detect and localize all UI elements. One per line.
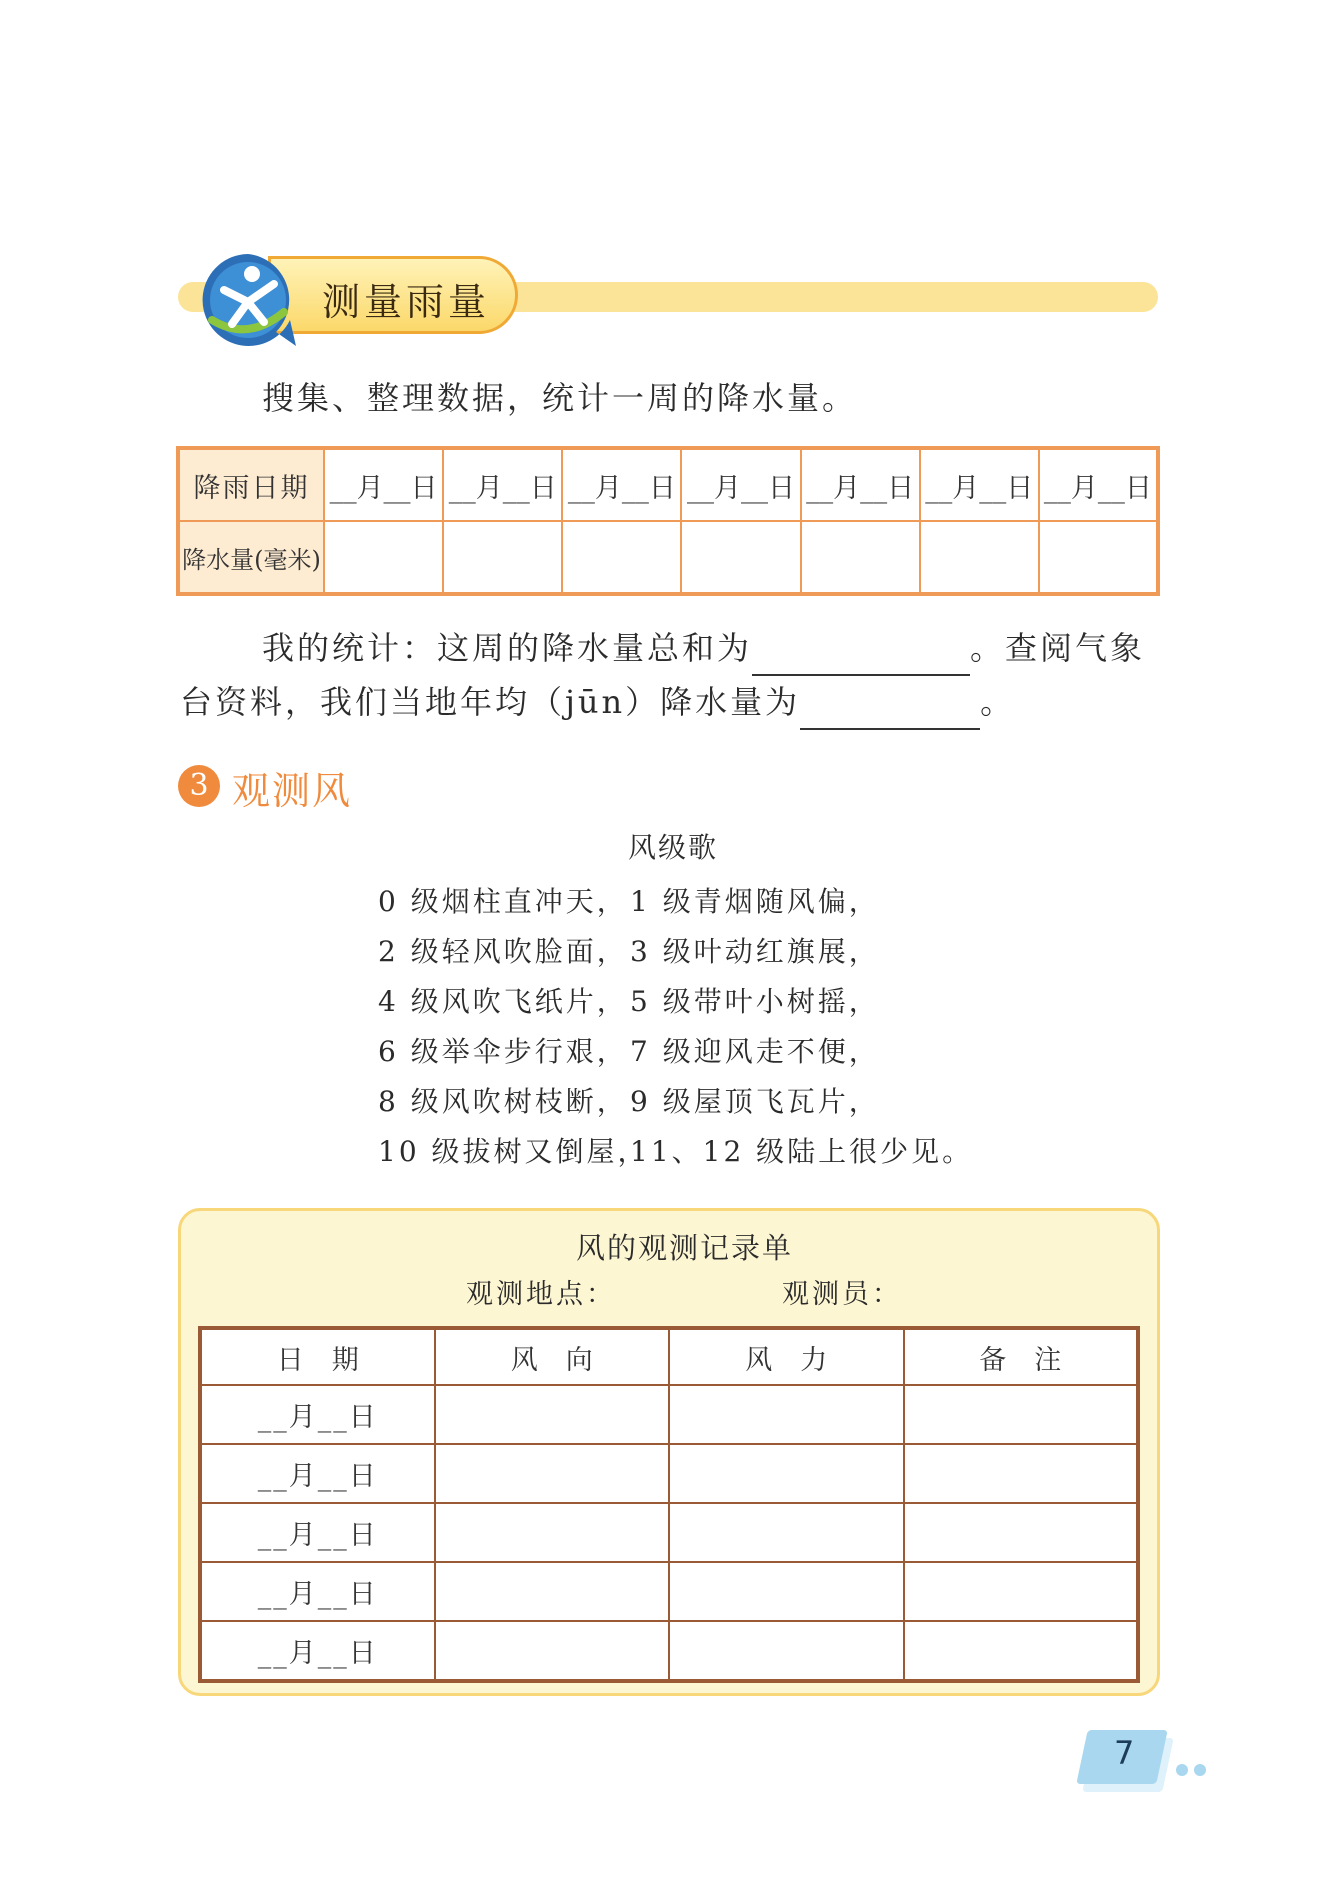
wind-force-cell[interactable] <box>669 1385 904 1444</box>
poem-line: 1 级青烟随风偏， <box>630 885 880 918</box>
stat-line-1 <box>262 620 1145 676</box>
poem-line: 4 级风吹飞纸片， <box>378 985 628 1018</box>
date-cell[interactable]: __月__日 <box>200 1503 435 1562</box>
poem-line: 10 级拔树又倒屋， <box>378 1135 649 1168</box>
wind-record-table <box>198 1326 1140 1683</box>
wind-header-row <box>200 1328 1138 1385</box>
wind-record-title: 风的观测记录单 <box>576 1231 794 1265</box>
rain-amount-cell[interactable] <box>1039 521 1158 594</box>
section-title: 测量雨量 <box>322 280 491 324</box>
table-row <box>200 1444 1138 1503</box>
rain-date-cell[interactable]: __月__日 <box>681 448 800 521</box>
observation-location-label: 观测地点： <box>466 1279 616 1310</box>
date-cell[interactable]: __月__日 <box>200 1444 435 1503</box>
stat-line-2 <box>180 674 1015 730</box>
header-notes: 备注 <box>904 1328 1139 1385</box>
poem-line: 0 级烟柱直冲天， <box>378 885 628 918</box>
wind-direction-cell[interactable] <box>435 1503 670 1562</box>
stat-line-2-suffix: 。 <box>980 683 1016 721</box>
rain-date-cell[interactable]: __月__日 <box>1039 448 1158 521</box>
wind-direction-cell[interactable] <box>435 1444 670 1503</box>
wind-direction-cell[interactable] <box>435 1621 670 1681</box>
page-number: 7 <box>1114 1734 1135 1772</box>
wind-force-cell[interactable] <box>669 1562 904 1621</box>
section-number-badge: 3 <box>178 765 220 807</box>
notes-cell[interactable] <box>904 1562 1139 1621</box>
page-dot <box>1194 1764 1206 1776</box>
table-row <box>200 1621 1138 1681</box>
page-dot <box>1176 1764 1188 1776</box>
rain-amount-header: 降水量(毫米) <box>178 521 324 594</box>
poem-line: 2 级轻风吹脸面， <box>378 935 628 968</box>
rain-date-row <box>178 448 1158 521</box>
notes-cell[interactable] <box>904 1385 1139 1444</box>
notes-cell[interactable] <box>904 1621 1139 1681</box>
poem-line: 11、12 级陆上很少见。 <box>630 1135 974 1168</box>
wind-direction-cell[interactable] <box>435 1562 670 1621</box>
rain-amount-cell[interactable] <box>324 521 443 594</box>
table-row <box>200 1562 1138 1621</box>
poem-line: 5 级带叶小树摇， <box>630 985 880 1018</box>
rain-amount-cell[interactable] <box>801 521 920 594</box>
date-cell[interactable]: __月__日 <box>200 1562 435 1621</box>
wind-force-cell[interactable] <box>669 1444 904 1503</box>
activity-logo-icon <box>198 250 298 350</box>
wind-direction-cell[interactable] <box>435 1385 670 1444</box>
section-3-title: 观测风 <box>232 769 353 813</box>
stat-line-2-prefix: 台资料，我们当地年均（jūn）降水量为 <box>180 683 801 721</box>
rain-amount-cell[interactable] <box>681 521 800 594</box>
poem-line: 7 级迎风走不便， <box>630 1035 880 1068</box>
notes-cell[interactable] <box>904 1503 1139 1562</box>
rain-amount-cell[interactable] <box>443 521 562 594</box>
date-cell[interactable]: __月__日 <box>200 1621 435 1681</box>
rain-amount-cell[interactable] <box>562 521 681 594</box>
rain-date-cell[interactable]: __月__日 <box>443 448 562 521</box>
table-row <box>200 1503 1138 1562</box>
notes-cell[interactable] <box>904 1444 1139 1503</box>
poem-title: 风级歌 <box>628 831 719 864</box>
date-cell[interactable]: __月__日 <box>200 1385 435 1444</box>
stat-line-1-suffix: 。查阅气象 <box>970 629 1146 667</box>
weekly-total-blank[interactable] <box>752 636 970 676</box>
header-wind-direction: 风向 <box>435 1328 670 1385</box>
poem-line: 8 级风吹树枝断， <box>378 1085 628 1118</box>
rain-table <box>176 446 1160 596</box>
observer-label: 观测员： <box>782 1279 902 1310</box>
rain-amount-cell[interactable] <box>920 521 1039 594</box>
poem-line: 3 级叶动红旗展， <box>630 935 880 968</box>
header-wind-force: 风力 <box>669 1328 904 1385</box>
header-date: 日期 <box>200 1328 435 1385</box>
rain-date-cell[interactable]: __月__日 <box>324 448 443 521</box>
poem-line: 6 级举伞步行艰， <box>378 1035 628 1068</box>
wind-force-cell[interactable] <box>669 1503 904 1562</box>
rain-date-header: 降雨日期 <box>178 448 324 521</box>
stat-line-1-prefix: 我的统计：这周的降水量总和为 <box>262 629 753 667</box>
intro-paragraph: 搜集、整理数据，统计一周的降水量。 <box>262 379 858 417</box>
rain-amount-row <box>178 521 1158 594</box>
annual-average-blank[interactable] <box>800 690 980 730</box>
wind-force-cell[interactable] <box>669 1621 904 1681</box>
rain-date-cell[interactable]: __月__日 <box>562 448 681 521</box>
rain-date-cell[interactable]: __月__日 <box>920 448 1039 521</box>
poem-line: 9 级屋顶飞瓦片， <box>630 1085 880 1118</box>
rain-date-cell[interactable]: __月__日 <box>801 448 920 521</box>
table-row <box>200 1385 1138 1444</box>
